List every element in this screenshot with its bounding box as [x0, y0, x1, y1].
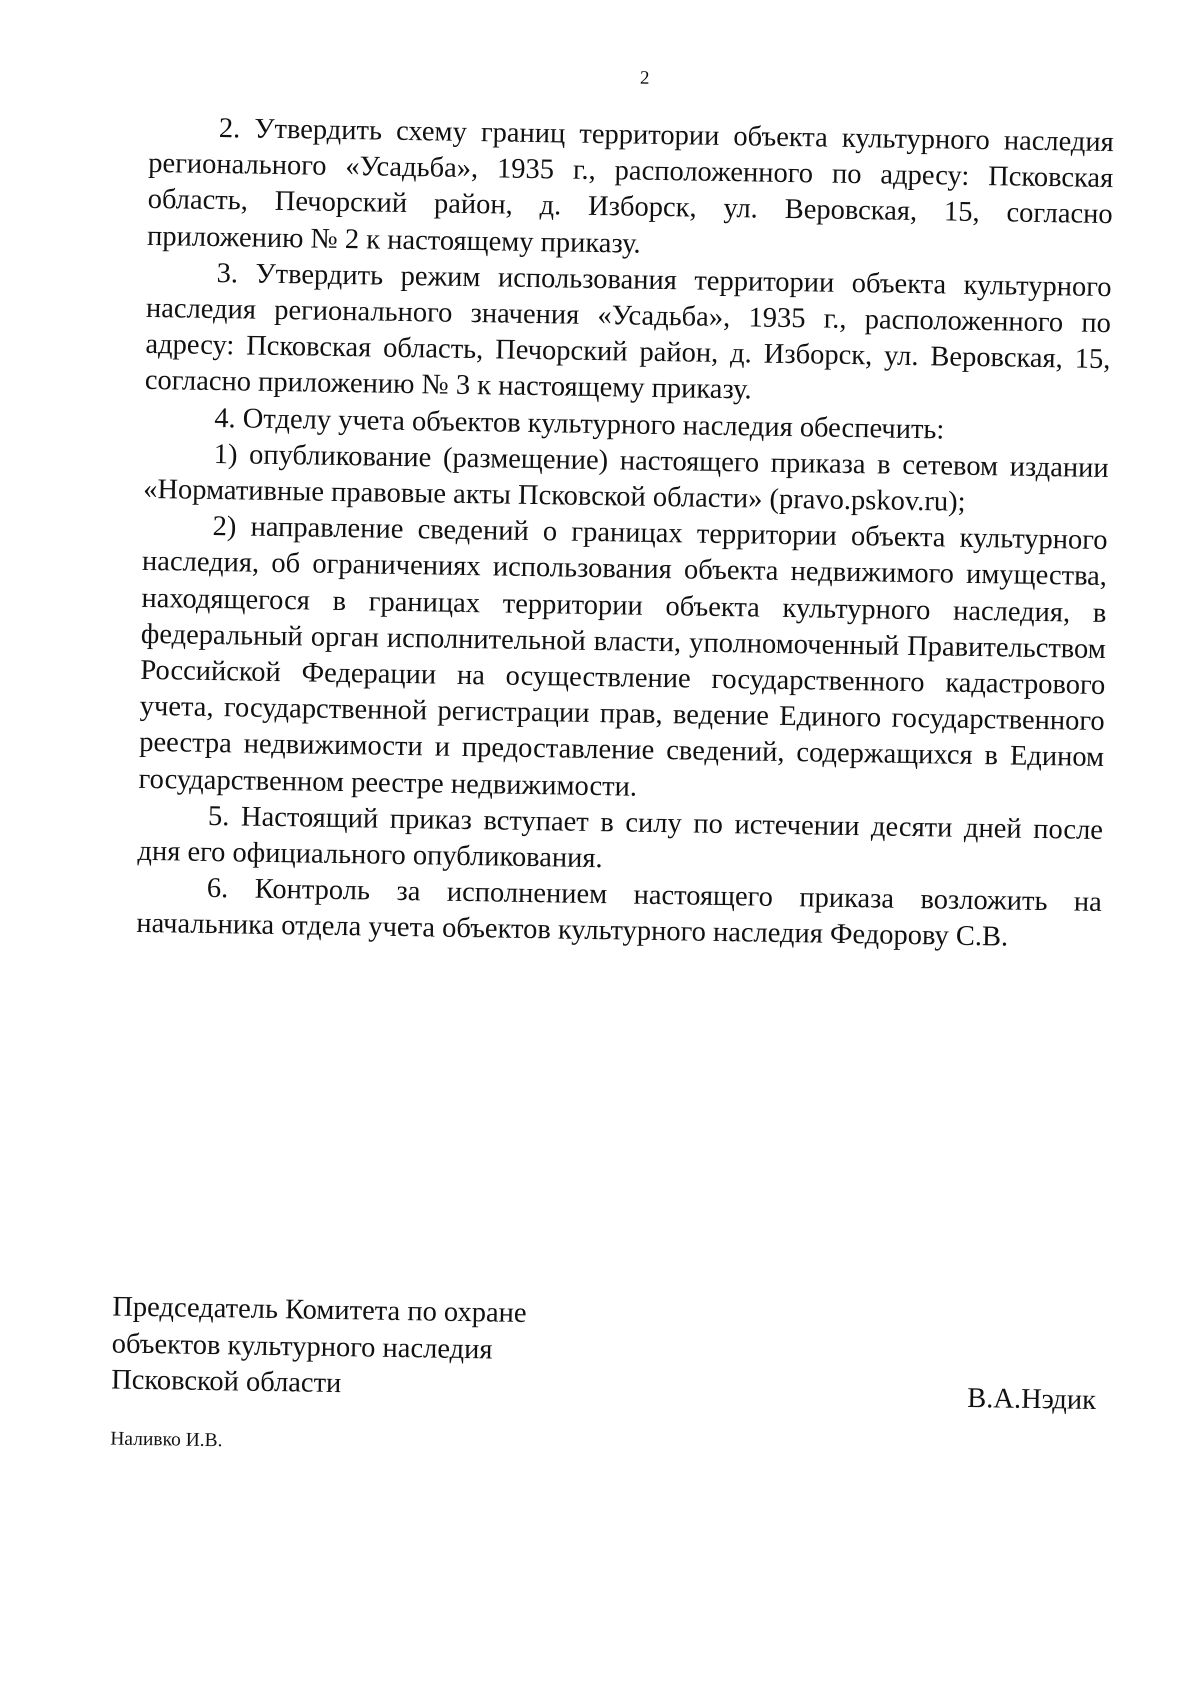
signatory-position-line: Председатель Комитета по охране — [112, 1291, 527, 1329]
paragraph-entry-into-force: 5. Настоящий приказ вступает в силу по истечении десяти дней после дня его официального опубликования. — [137, 800, 1104, 875]
paragraph-control: 6. Контроль за исполнением настоящего приказа возложить на начальника отдела учета объектов культурного наследия Федорову С.В. — [136, 873, 1103, 953]
signatory-position-line: объектов культурного наследия — [111, 1327, 493, 1365]
executor-name: Наливко И.В. — [110, 1428, 223, 1452]
paragraph-department-duties: 4. Отделу учета объектов культурного наследия обеспечить: — [214, 402, 945, 446]
signatory-name: В.А.Нэдик — [966, 1382, 1097, 1416]
paragraph-send-information: 2) направление сведений о границах территории объекта культурного наследия, об ограничениях использования объекта недвижимого имущества, находящегося в границах территории объекта культурного наследия, в федеральный орган исполнительной власти, уполномоченный Правительством Российской Федерации на осуществление государственного кадастрового учета, государственной регистрации прав, ведение Единого государственного реестра недвижимости и предоставление сведений, содержащихся в Едином государственном реестре недвижимости. — [138, 511, 1108, 803]
order-body — [136, 110, 1114, 958]
page-number: 2 — [639, 67, 650, 89]
signatory-position-line: Псковской области — [110, 1364, 342, 1400]
signature-block — [111, 1289, 1098, 1414]
paragraph-approve-scheme: 2. Утвердить схему границ территории объекта культурного наследия регионального «Усадьба», 1935 г., расположенного по адресу: Псковская область, Печорский район, д. Изборск, ул. Веровская, 15, согласно приложению № 2 к настоящему приказу. — [146, 113, 1115, 260]
paragraph-approve-regime: 3. Утвердить режим использования территории объекта культурного наследия регионального значения «Усадьба», 1935 г., расположенного по адресу: Псковская область, Печорский район, д. Изборск, ул. Веровская, 15, согласно приложению № 3 к настоящему приказу. — [144, 257, 1112, 406]
paragraph-publication: 1) опубликование (размещение) настоящего приказа в сетевом издании «Нормативные правовые акты Псковской области» (pravo.pskov.ru); — [142, 438, 1109, 518]
